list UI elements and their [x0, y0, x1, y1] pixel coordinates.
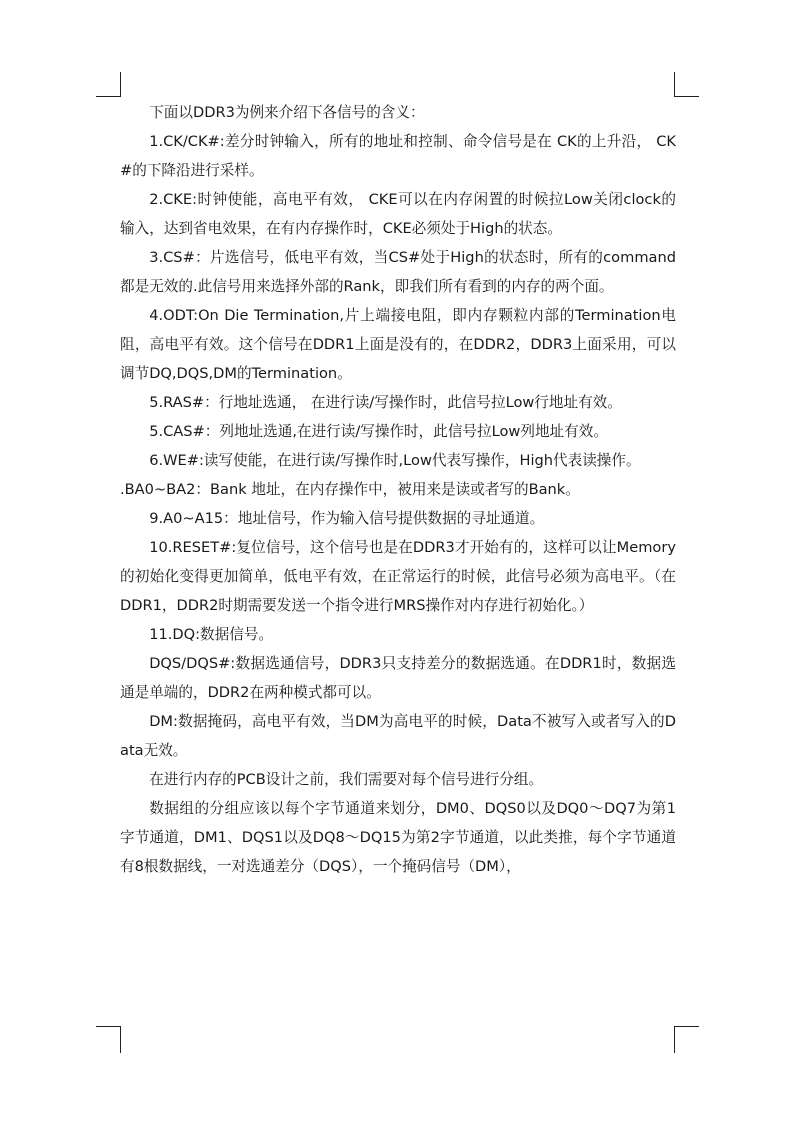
dqs-paragraph: DQS/DQS#:数据选通信号，DDR3只支持差分的数据选通。在DDR1时，数据选通是单端的，DDR2在两种模式都可以。 [120, 655, 676, 701]
data-group-paragraph: 数据组的分组应该以每个字节通道来划分，DM0、DQS0以及DQ0～DQ7为第1字节通道，DM1、DQS1以及DQ8～DQ15为第2字节通道，以此类推，每个字节通道有8根数据线，一对选通差分（DQS），一个掩码信号（DM）， [120, 800, 676, 875]
dq-paragraph: 11.DQ:数据信号。 [149, 626, 274, 643]
crop-mark-bottom-left [96, 1026, 121, 1053]
crop-mark-bottom-right [674, 1026, 699, 1053]
odt-paragraph: 4.ODT:On Die Termination,片上端接电阻，即内存颗粒内部的Termination电阻，高电平有效。这个信号在DDR1上面是没有的，在DDR2，DDR3上面采用，可以调节DQ,DQS,DM的Termination。 [120, 307, 676, 382]
cke-paragraph: 2.CKE:时钟使能，高电平有效， CKE可以在内存闲置的时候拉Low关闭clock的输入，达到省电效果，在有内存操作时，CKE必须处于High的状态。 [120, 191, 676, 237]
crop-mark-top-right [674, 72, 699, 97]
ck-paragraph: 1.CK/CK#:差分时钟输入，所有的地址和控制、命令信号是在 CK的上升沿， CK#的下降沿进行采样。 [120, 133, 676, 179]
cas-paragraph: 5.CAS#：列地址选通,在进行读/写操作时，此信号拉Low列地址有效。 [149, 423, 608, 440]
cs-paragraph: 3.CS#：片选信号，低电平有效，当CS#处于High的状态时，所有的command都是无效的.此信号用来选择外部的Rank，即我们所有看到的内存的两个面。 [120, 249, 676, 295]
ba-paragraph: .BA0~BA2：Bank 地址，在内存操作中，被用来是读或者写的Bank。 [120, 481, 580, 498]
address-paragraph: 9.A0~A15：地址信号，作为输入信号提供数据的寻址通道。 [149, 510, 545, 527]
pcb-grouping-paragraph: 在进行内存的PCB设计之前，我们需要对每个信号进行分组。 [149, 771, 544, 788]
crop-mark-top-left [96, 72, 121, 97]
intro-paragraph: 下面以DDR3为例来介绍下各信号的含义： [149, 104, 425, 121]
ras-paragraph: 5.RAS#：行地址选通， 在进行读/写操作时，此信号拉Low行地址有效。 [149, 394, 622, 411]
we-paragraph: 6.WE#:读写使能，在进行读/写操作时,Low代表写操作，High代表读操作。 [149, 452, 641, 469]
dm-paragraph: DM:数据掩码，高电平有效，当DM为高电平的时候，Data不被写入或者写入的Data无效。 [120, 713, 676, 759]
document-body [120, 98, 676, 881]
reset-paragraph: 10.RESET#:复位信号，这个信号也是在DDR3才开始有的，这样可以让Memory的初始化变得更加简单，低电平有效，在正常运行的时候，此信号必须为高电平。（在DDR1，DDR2时期需要发送一个指令进行MRS操作对内存进行初始化。） [120, 539, 676, 614]
